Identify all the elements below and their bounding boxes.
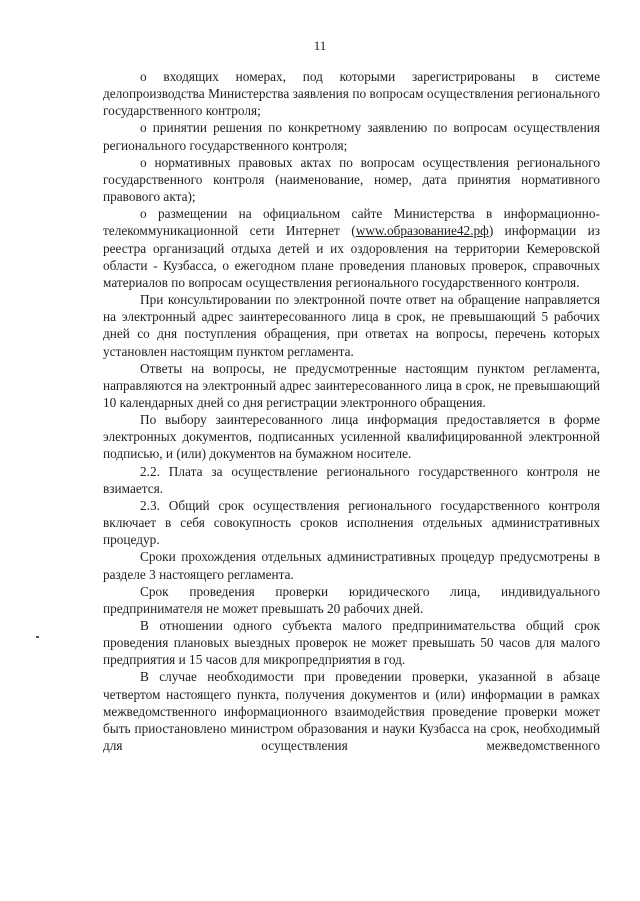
paragraph-website-info [103, 205, 600, 291]
paragraph-other-questions: Ответы на вопросы, не предусмотренные настоящим пунктом регламента, направляются на электронный адрес заинтересованного лица в срок, не превышающий 10 календарных дней со дня регистрации электронного обращения. [103, 360, 600, 410]
document-body [103, 68, 600, 754]
paragraph-website-before: о размещении на официальном сайте Министерства в информационно-телекоммуникационной сети Интернет ( [103, 206, 600, 239]
paragraph-inspection-term: Срок проведения проверки юридического лица, индивидуального предпринимателя не может превышать 20 рабочих дней. [103, 583, 600, 616]
paragraph-section-2-3: 2.3. Общий срок осуществления регионального государственного контроля включает в себя совокупность сроков исполнения отдельных административных процедур. [103, 497, 600, 548]
paragraph-information-format: По выбору заинтересованного лица информация предоставляется в форме электронных документов, подписанных усиленной квалифицированной электронной подписью, и (или) документов на бумажном носителе. [103, 412, 600, 462]
paragraph-procedure-terms: Сроки прохождения отдельных административных процедур предусмотрены в разделе 3 настоящего регламента. [103, 549, 600, 582]
margin-mark [36, 636, 39, 638]
paragraph-section-2-2: 2.2. Плата за осуществление регионального государственного контроля не взимается. [103, 463, 600, 496]
paragraph-website-after: ) информации из реестра организаций отдыха детей и их оздоровления на территории Кемеровской области - Кузбасса, о ежегодном плане проведения плановых проверок, справочных материалов по вопросам осуществления регионального государственного контроля. [103, 223, 600, 290]
paragraph-incoming-numbers: о входящих номерах, под которыми зарегистрированы в системе делопроизводства Министерства заявления по вопросам осуществления регионального государственного контроля; [103, 69, 600, 119]
paragraph-small-business: В отношении одного субъекта малого предпринимательства общий срок проведения плановых выездных проверок не может превышать 50 часов для малого предприятия и 15 часов для микропредприятия в год. [103, 618, 600, 668]
paragraph-suspension: В случае необходимости при проведении проверки, указанной в абзаце четвертом настоящего пункта, получения документов и (или) информации в рамках межведомственного информационного взаимодействия проведение проверки может быть приостановлено министром образования и науки Кузбасса на срок, необходимый для осуществления межведомственного [103, 669, 600, 754]
paragraph-normative-acts: о нормативных правовых актах по вопросам осуществления регионального государственного контроля (наименование, номер, дата принятия нормативного правового акта); [103, 154, 600, 205]
page-number: 11 [313, 38, 327, 53]
paragraph-email-consulting: При консультировании по электронной почте ответ на обращение направляется на электронный адрес заинтересованного лица в срок, не превышающий 5 рабочих дней со дня поступления обращения, при ответах на вопросы, перечень которых установлен настоящим пунктом регламента. [103, 292, 600, 359]
website-link[interactable]: www.образование42.рф [355, 223, 489, 239]
paragraph-decision: о принятии решения по конкретному заявлению по вопросам осуществления регионального государственного контроля; [103, 120, 600, 153]
